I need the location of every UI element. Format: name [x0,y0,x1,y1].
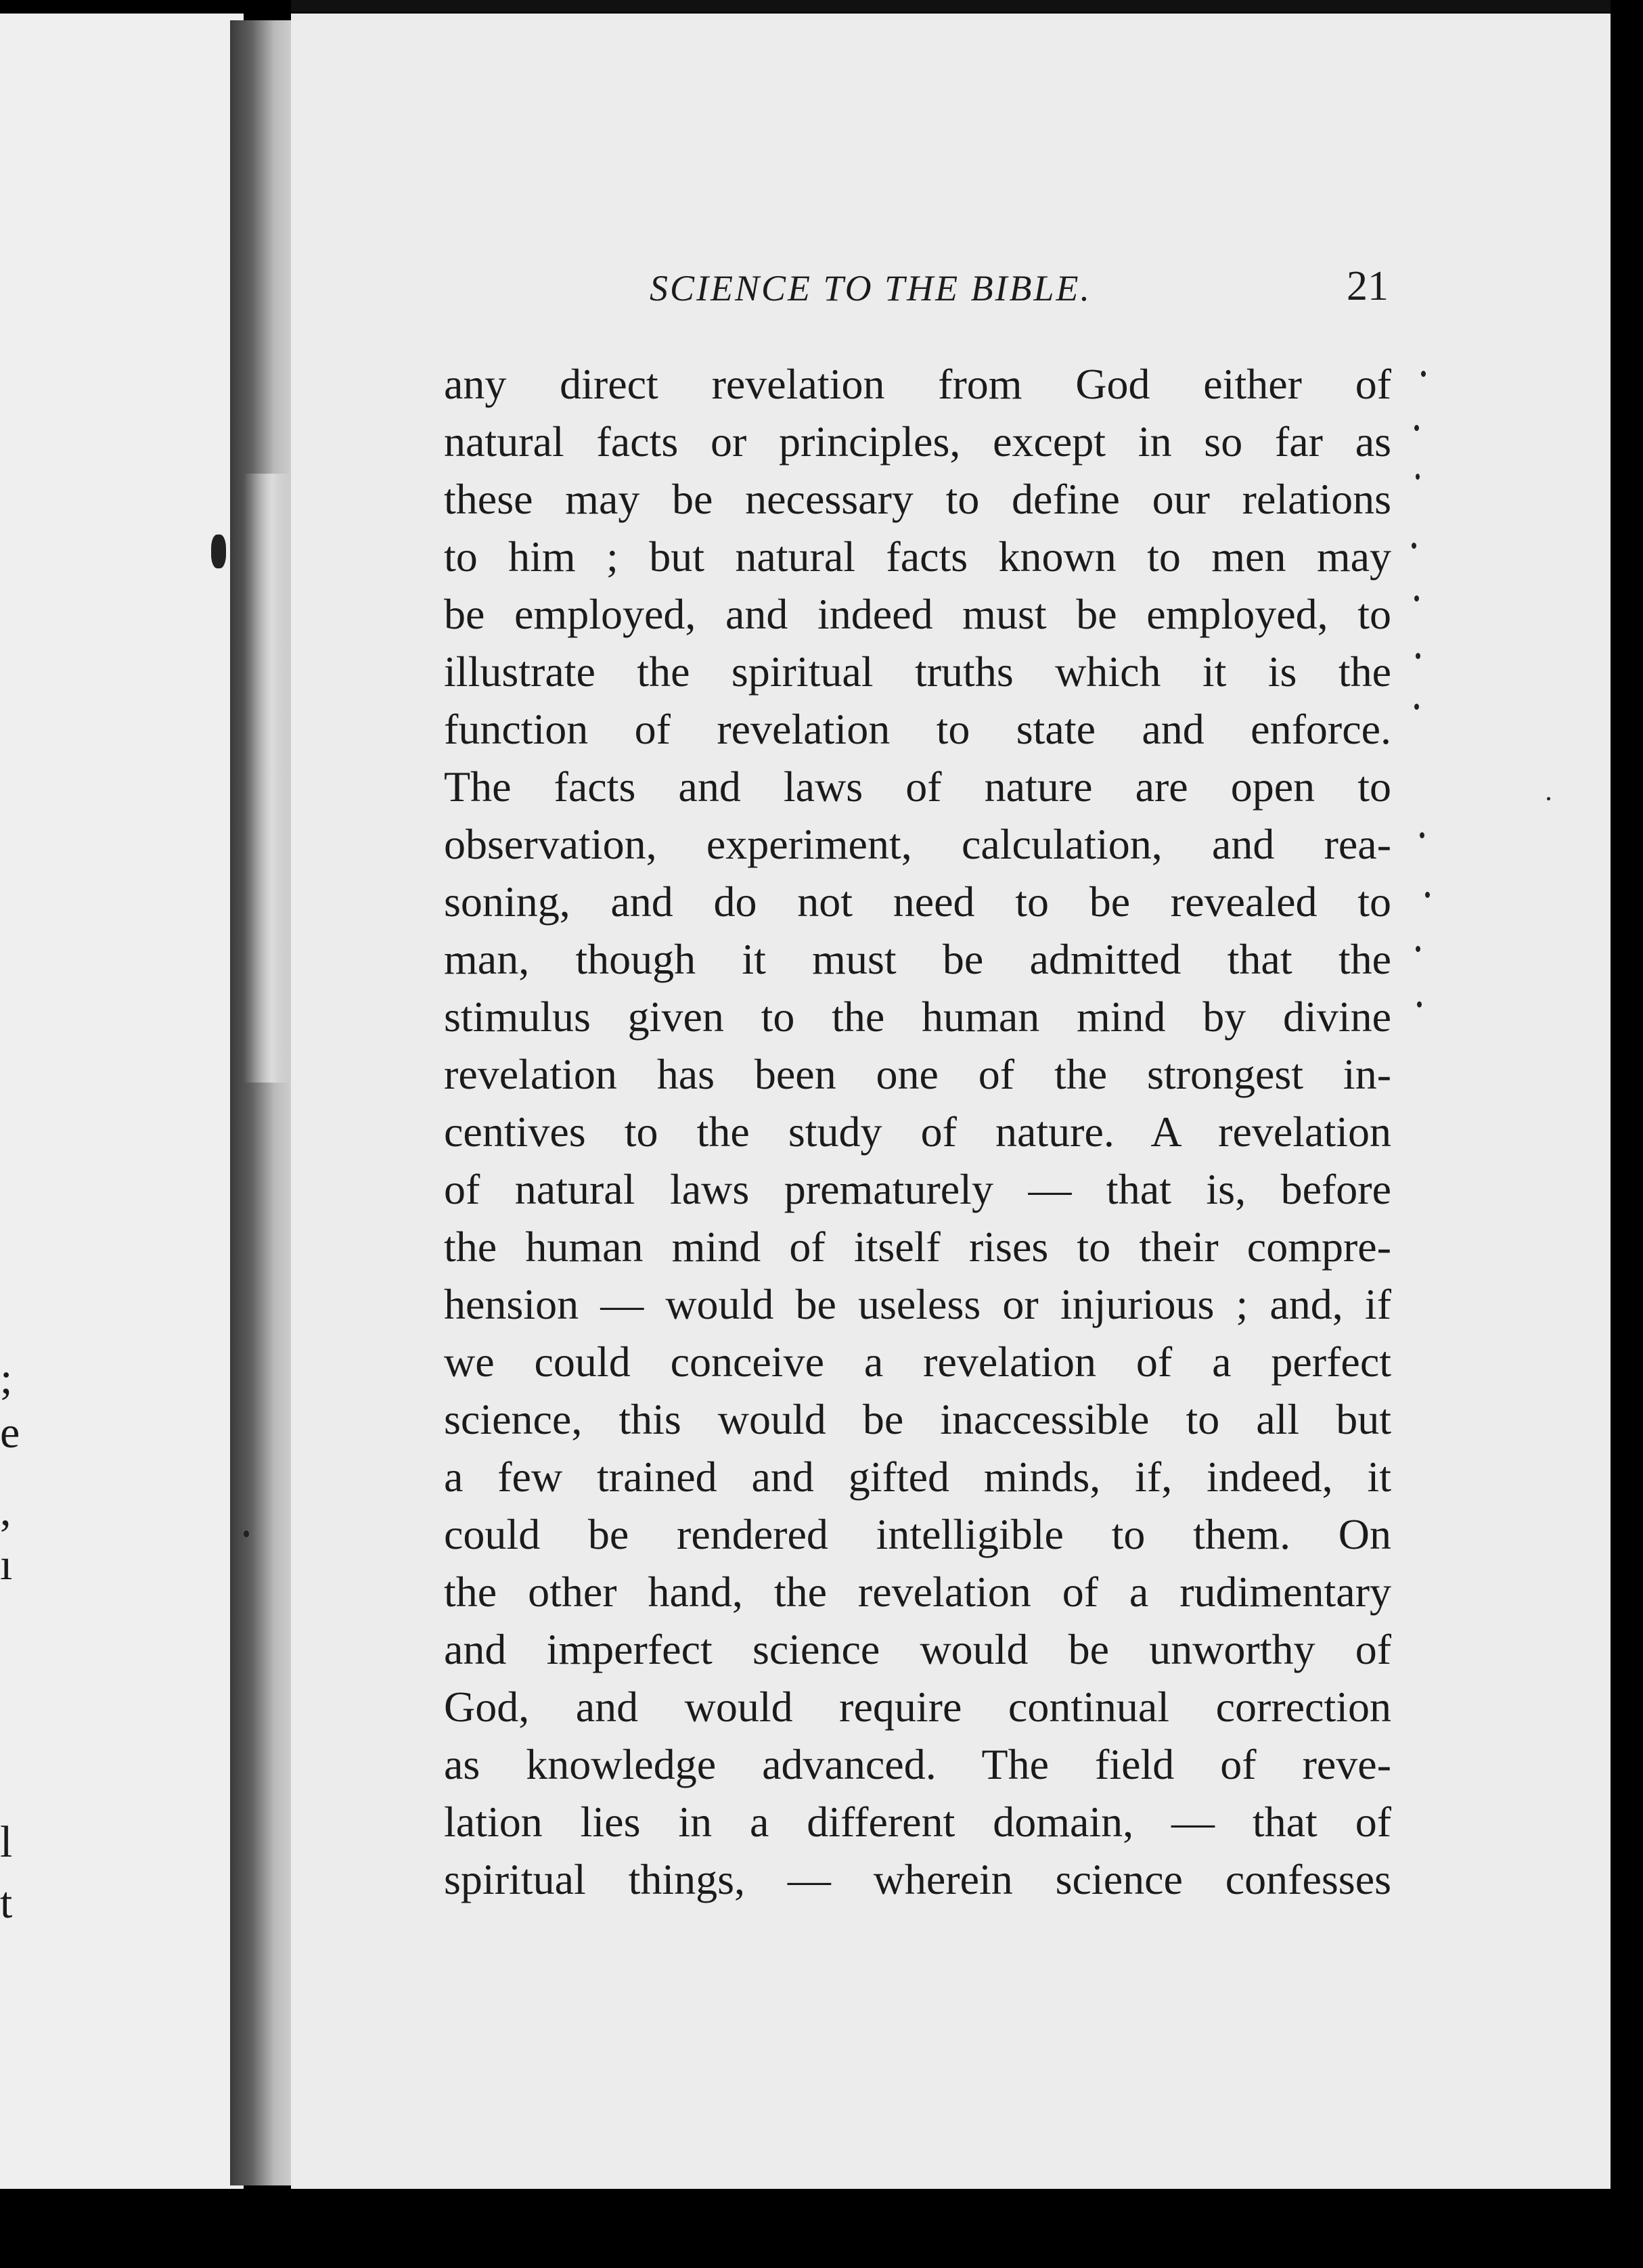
ink-speck [1425,892,1430,898]
text-line: lation lies in a different domain, — that of [444,1798,1391,1846]
edge-letter: l [0,1817,13,1867]
text-line: the human mind of itself rises to their compre- [444,1223,1391,1271]
text-line: to him ; but natural facts known to men may [444,532,1391,581]
text-line: and imperfect science would be unworthy of [444,1625,1391,1673]
edge-letter: t [0,1878,13,1928]
edge-letter: , [0,1486,12,1535]
text-line: observation, experiment, calculation, and rea- [444,820,1391,868]
text-line: man, though it must be admitted that the [444,935,1391,983]
text-line: soning, and do not need to be revealed to [444,878,1391,926]
text-line: the other hand, the revelation of a rudimentary [444,1568,1391,1616]
text-line: as knowledge advanced. The field of reve- [444,1740,1391,1788]
text-line: a few trained and gifted minds, if, indeed, it [444,1453,1391,1501]
body-text-block [444,355,1391,1908]
edge-letter: ı [0,1540,13,1589]
text-line: be employed, and indeed must be employed, to [444,590,1391,638]
text-line: natural facts or principles, except in so far as [444,417,1391,466]
top-edge [291,0,1611,12]
text-line: illustrate the spiritual truths which it is the [444,648,1391,696]
text-line: could be rendered intelligible to them. On [444,1510,1391,1558]
right-edge [1611,0,1643,2268]
ink-speck [1420,832,1424,838]
ink-speck [1416,946,1420,952]
text-line: spiritual things, — wherein science confesses [444,1855,1391,1903]
left-facing-page [0,14,244,2189]
text-line: God, and would require continual correction [444,1683,1391,1731]
text-line: hension — would be useless or injurious ; and, if [444,1280,1391,1328]
ink-speck [1414,595,1419,602]
edge-letter: ; [0,1354,13,1403]
text-line: revelation has been one of the strongest in- [444,1050,1391,1098]
text-line: these may be necessary to define our relations [444,475,1391,523]
ink-speck [1547,797,1550,800]
ink-speck [1414,425,1419,431]
text-line: The facts and laws of nature are open to [444,763,1391,811]
text-line: of natural laws prematurely — that is, before [444,1165,1391,1213]
binding-mark [211,535,226,568]
gutter-highlight [244,474,291,1083]
text-line: stimulus given to the human mind by divine [444,993,1391,1041]
text-line: centives to the study of nature. A revelation [444,1108,1391,1156]
ink-speck [1414,704,1419,710]
ink-speck [1417,1001,1422,1007]
text-line: function of revelation to state and enforce. [444,705,1391,753]
text-line: science, this would be inaccessible to all but [444,1395,1391,1443]
left-page-cut-off-text [0,14,27,2189]
ink-speck [244,1530,249,1537]
ink-speck [1416,653,1420,659]
text-line: we could conceive a revelation of a perfect [444,1338,1391,1386]
ink-speck [1416,474,1420,480]
ink-speck [1412,543,1416,549]
text-line: any direct revelation from God either of [444,360,1391,408]
ink-speck [1421,371,1426,377]
running-head: SCIENCE TO THE BIBLE. [650,268,1092,309]
page-number: 21 [1347,263,1389,309]
edge-letter: e [0,1408,20,1457]
